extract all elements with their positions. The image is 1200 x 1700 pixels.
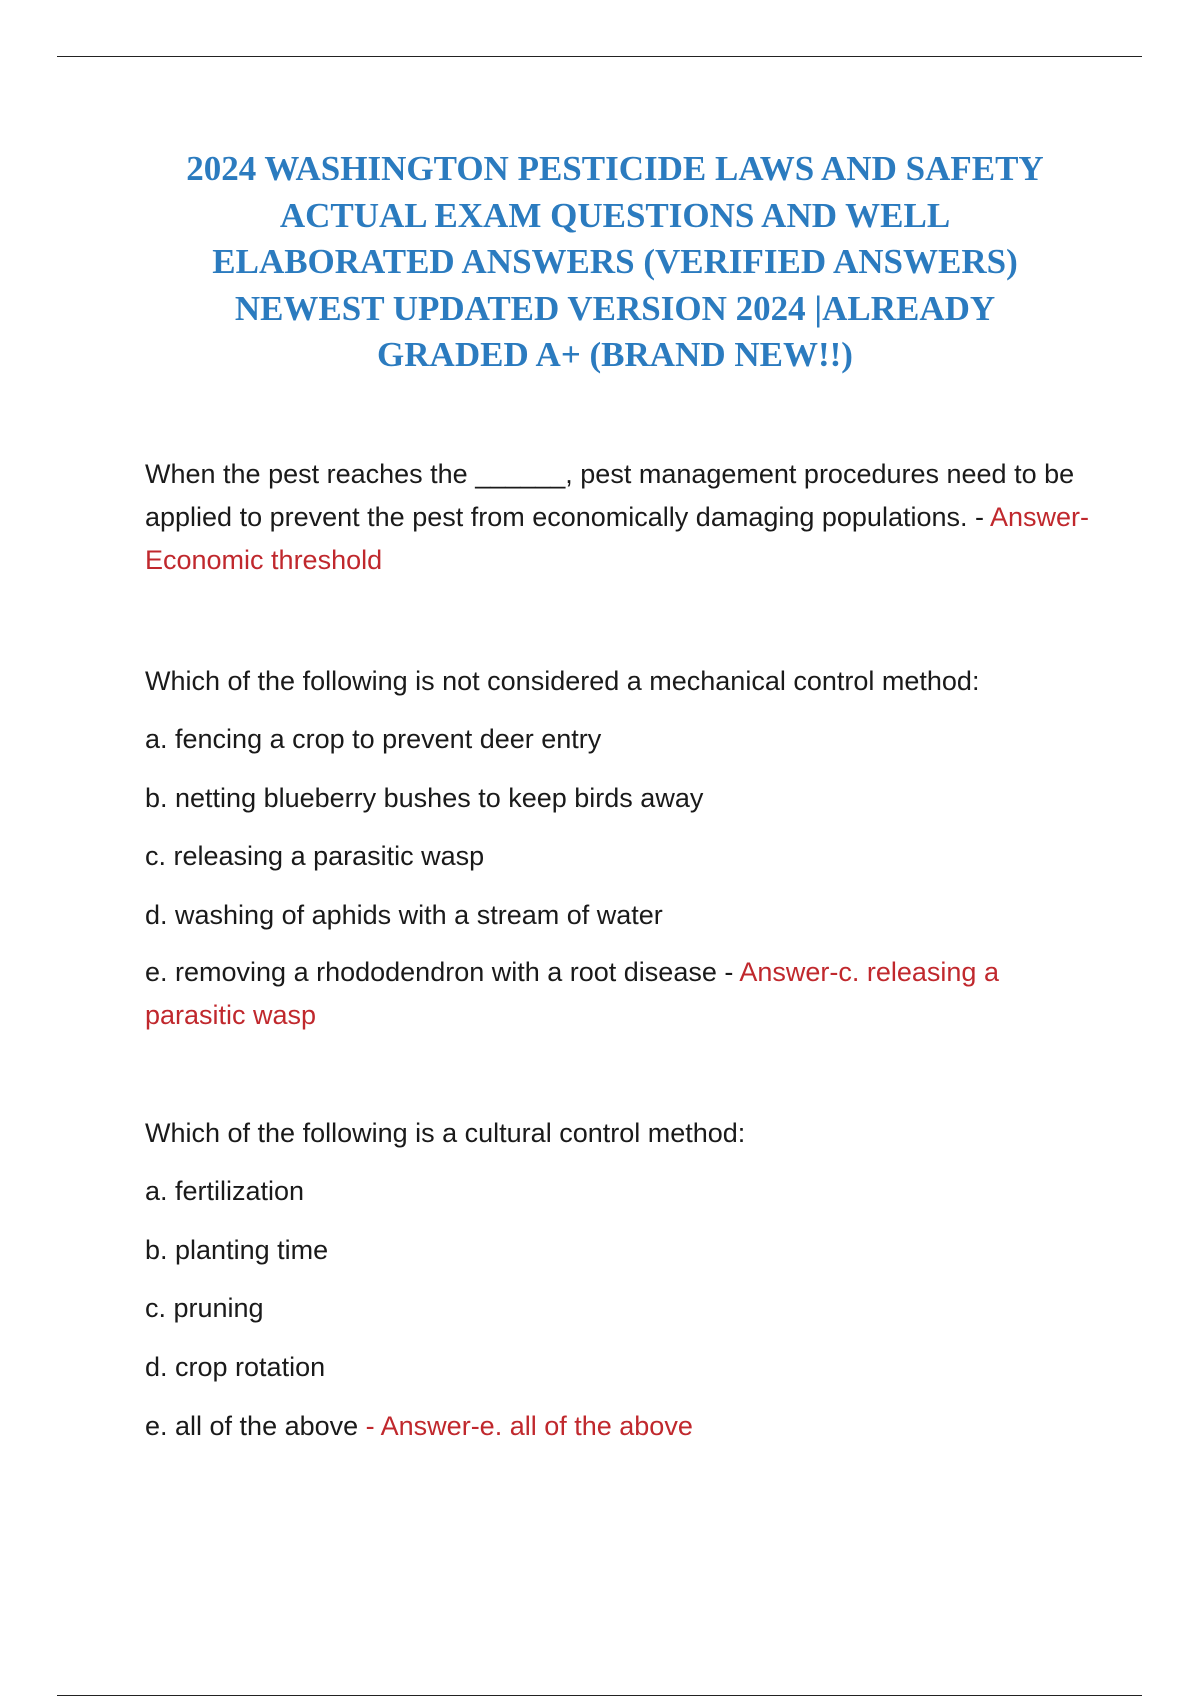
option-d: d. washing of aphids with a stream of water (145, 899, 663, 930)
question-3 (145, 1104, 1105, 1456)
option-a: a. fencing a crop to prevent deer entry (145, 724, 602, 754)
question-2-answer: Answer-c. releasing a parasitic wasp (145, 957, 999, 1030)
option-e-text: e. all of the above (145, 1411, 366, 1441)
option-d: d. crop rotation (145, 1351, 326, 1382)
title-line: GRADED A+ (BRAND NEW!!) (377, 335, 853, 374)
title-line: NEWEST UPDATED VERSION 2024 |ALREADY (234, 288, 996, 328)
bottom-rule (57, 1695, 1142, 1696)
title-line: ELABORATED ANSWERS (VERIFIED ANSWERS) (212, 242, 1018, 281)
option-b: b. netting blueberry bushes to keep birds away (145, 782, 704, 813)
question-text (145, 453, 1105, 582)
question-3-answer: - Answer-e. all of the above (365, 1411, 693, 1441)
question-1-text: When the pest reaches the ______, pest management procedures need to be applied to prevent the pest from economically damaging populations. - (145, 459, 1075, 532)
question-3-text: Which of the following is a cultural control method: (145, 1118, 746, 1148)
option-e (145, 1397, 1105, 1456)
option-a: a. fertilization (145, 1176, 305, 1206)
option-e-text: e. removing a rhododendron with a root disease - (145, 957, 740, 987)
question-2-text: Which of the following is not considered a mechanical control method: (145, 666, 980, 696)
title-line: 2024 WASHINGTON PESTICIDE LAWS AND SAFETY (186, 149, 1044, 188)
top-rule (57, 56, 1142, 57)
option-e (145, 951, 1105, 1037)
question-2 (145, 652, 1105, 1037)
question-1 (145, 453, 1105, 582)
option-c: c. pruning (145, 1293, 264, 1323)
option-b: b. planting time (145, 1234, 329, 1265)
option-c: c. releasing a parasitic wasp (145, 841, 485, 871)
document-title (120, 146, 1110, 379)
title-line: ACTUAL EXAM QUESTIONS AND WELL (279, 195, 951, 235)
question-1-answer: Answer-Economic threshold (145, 502, 1090, 575)
